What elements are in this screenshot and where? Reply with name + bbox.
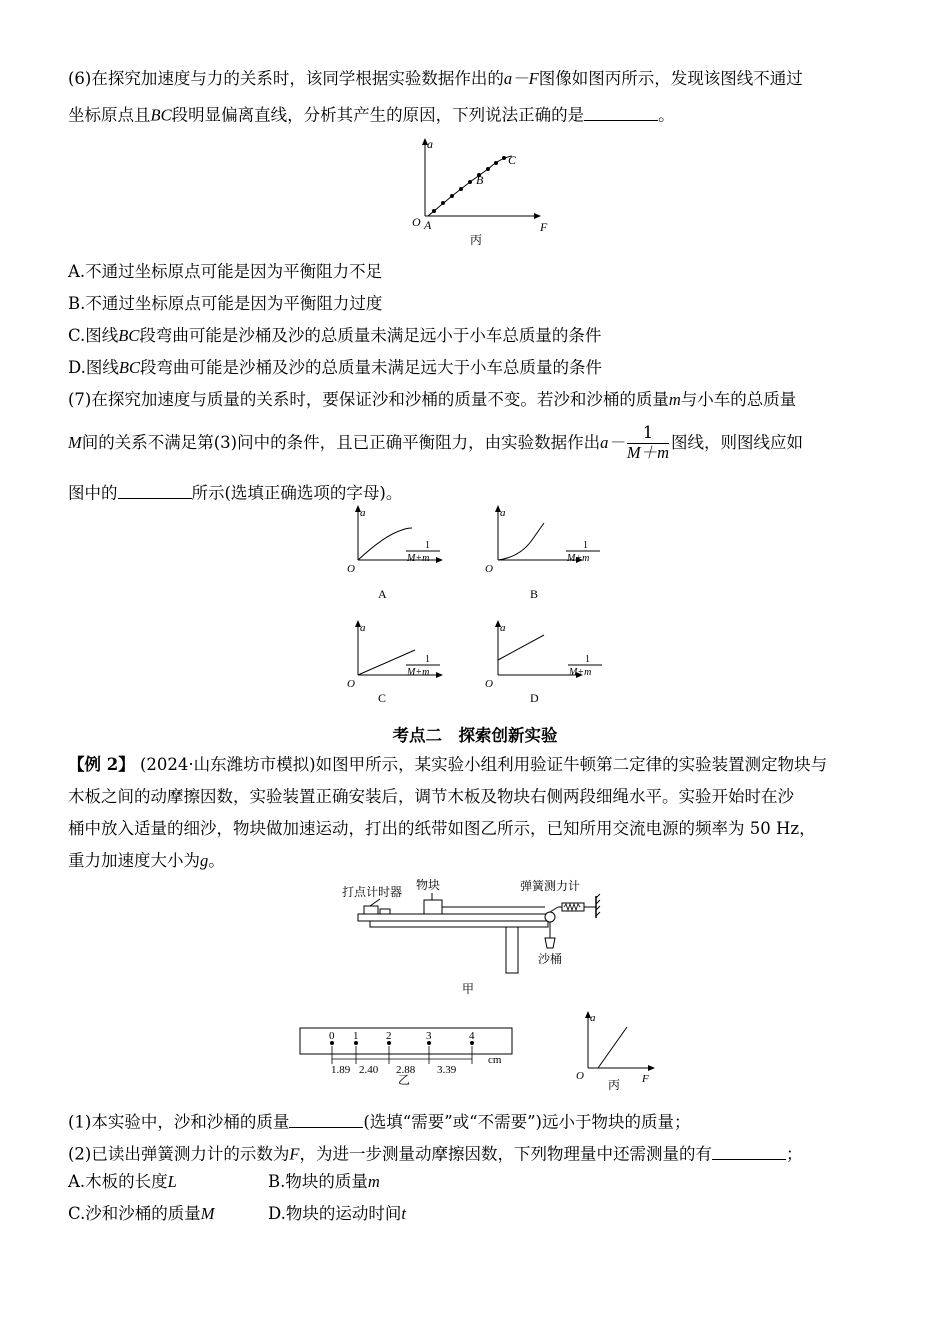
svg-text:丙: 丙 xyxy=(608,1078,621,1092)
example2-graph-bing xyxy=(572,1008,662,1090)
svg-text:O: O xyxy=(576,1070,584,1082)
graph-option-d xyxy=(480,620,610,710)
example2-line-1: 【例 2】 (2024·山东潍坊市模拟)如图甲所示，某实验小组利用验证牛顿第二定律的实验装置测定物块与 xyxy=(68,755,828,774)
svg-text:弹簧测力计: 弹簧测力计 xyxy=(520,879,581,893)
svg-text:1.89: 1.89 xyxy=(331,1064,351,1076)
example2-option-d: D.物块的运动时间t xyxy=(268,1204,406,1223)
figure-bing-a-f xyxy=(400,136,550,248)
svg-text:a: a xyxy=(427,137,433,151)
q7-line-3: 图中的 所示(选填正确选项的字母)。 xyxy=(68,481,402,502)
example2-option-b: B.物块的质量m xyxy=(268,1172,380,1191)
svg-text:a: a xyxy=(500,622,506,634)
svg-text:B: B xyxy=(530,587,539,601)
svg-text:0: 0 xyxy=(329,1030,335,1042)
example2-q1: (1)本实验中，沙和沙桶的质量 (选填“需要”或“不需要”)远小于物块的质量； xyxy=(68,1110,691,1131)
answer-blank xyxy=(712,1142,786,1160)
svg-text:4: 4 xyxy=(469,1030,475,1042)
svg-text:1: 1 xyxy=(353,1030,359,1042)
svg-text:cm: cm xyxy=(488,1054,502,1066)
data-points xyxy=(432,156,506,213)
graph-option-a xyxy=(340,505,450,605)
example2-q2: (2)已读出弹簧测力计的示数为F，为进一步测量动摩擦因数，下列物理量中还需测量的有 ； xyxy=(68,1142,802,1163)
svg-text:2.88: 2.88 xyxy=(396,1064,416,1076)
svg-text:O: O xyxy=(347,678,355,690)
answer-blank xyxy=(584,103,658,121)
q7-line-1: (7)在探究加速度与质量的关系时，要保证沙和沙桶的质量不变。若沙和沙桶的质量m与小车的总质量 xyxy=(68,390,797,409)
svg-text:M+m: M+m xyxy=(407,553,430,564)
svg-text:甲: 甲 xyxy=(462,982,475,996)
svg-text:1: 1 xyxy=(425,540,430,551)
svg-text:2: 2 xyxy=(386,1030,392,1042)
example2-option-a: A.木板的长度L xyxy=(68,1172,177,1191)
paper-tape-figure xyxy=(298,1026,518,1087)
svg-text:2.40: 2.40 xyxy=(359,1064,379,1076)
section-heading: 考点二 探索创新实验 xyxy=(392,726,558,745)
svg-text:F: F xyxy=(540,220,548,234)
example2-line-2: 木板之间的动摩擦因数，实验装置正确安装后，调节木板及物块右侧两段细绳水平。实验开始时在沙 xyxy=(68,787,794,806)
svg-text:M+m: M+m xyxy=(569,667,592,678)
svg-text:D: D xyxy=(530,691,539,705)
svg-text:a: a xyxy=(360,622,366,634)
graph-option-b xyxy=(480,505,600,605)
svg-text:物块: 物块 xyxy=(416,878,441,892)
svg-text:O: O xyxy=(485,678,493,690)
graph-option-c xyxy=(340,620,450,710)
answer-blank xyxy=(289,1110,363,1128)
q6-option-c: C.图线BC段弯曲可能是沙桶及沙的总质量未满足远小于小车总质量的条件 xyxy=(68,326,602,345)
svg-text:F: F xyxy=(642,1073,649,1085)
example2-option-c: C.沙和沙桶的质量M xyxy=(68,1204,215,1223)
q7-line-2: M间的关系不满足第(3)问中的条件，且已正确平衡阻力，由实验数据作出a－ $\frac{1}{M+m}$ 图线，则图线应如 xyxy=(68,423,804,462)
svg-text:3.39: 3.39 xyxy=(437,1064,457,1076)
svg-text:a: a xyxy=(590,1012,596,1024)
q6-option-d: D.图线BC段弯曲可能是沙桶及沙的总质量未满足远大于小车总质量的条件 xyxy=(68,358,602,377)
svg-text:沙桶: 沙桶 xyxy=(538,952,563,966)
q6-option-a: A.不通过坐标原点可能是因为平衡阻力不足 xyxy=(68,262,383,281)
svg-text:1: 1 xyxy=(585,654,590,665)
svg-text:1: 1 xyxy=(425,654,430,665)
svg-text:O: O xyxy=(485,563,493,575)
svg-text:C: C xyxy=(378,691,387,705)
svg-text:O: O xyxy=(412,215,421,229)
answer-blank xyxy=(118,481,192,499)
svg-text:3: 3 xyxy=(426,1030,432,1042)
q6-line-1: (6)在探究加速度与力的关系时，该同学根据实验数据作出的a－F图像如图丙所示，发现该图线不通过 xyxy=(68,69,803,88)
svg-text:C: C xyxy=(508,153,517,167)
svg-text:M+m: M+m xyxy=(567,553,590,564)
svg-text:O: O xyxy=(347,563,355,575)
svg-text:打点计时器: 打点计时器 xyxy=(342,885,403,899)
svg-text:A: A xyxy=(378,587,387,601)
svg-text:A: A xyxy=(424,218,432,232)
svg-text:1: 1 xyxy=(583,540,588,551)
svg-text:a: a xyxy=(500,507,506,519)
svg-text:丙: 丙 xyxy=(470,233,483,247)
svg-text:B: B xyxy=(476,173,484,187)
svg-text:M+m: M+m xyxy=(407,667,430,678)
svg-text:a: a xyxy=(360,507,366,519)
q6-option-b: B.不通过坐标原点可能是因为平衡阻力过度 xyxy=(68,294,383,313)
fraction: $\frac{1}{M+m}$ xyxy=(626,423,670,462)
svg-text:乙: 乙 xyxy=(398,1073,411,1087)
example2-line-3: 桶中放入适量的细沙，物块做加速运动，打出的纸带如图乙所示，已知所用交流电源的频率为 50 Hz， xyxy=(68,819,816,838)
example2-line-4: 重力加速度大小为g。 xyxy=(68,851,225,870)
q6-line-2: 坐标原点且BC段明显偏离直线，分析其产生的原因，下列说法正确的是 。 xyxy=(68,103,675,124)
apparatus-figure xyxy=(340,876,620,996)
